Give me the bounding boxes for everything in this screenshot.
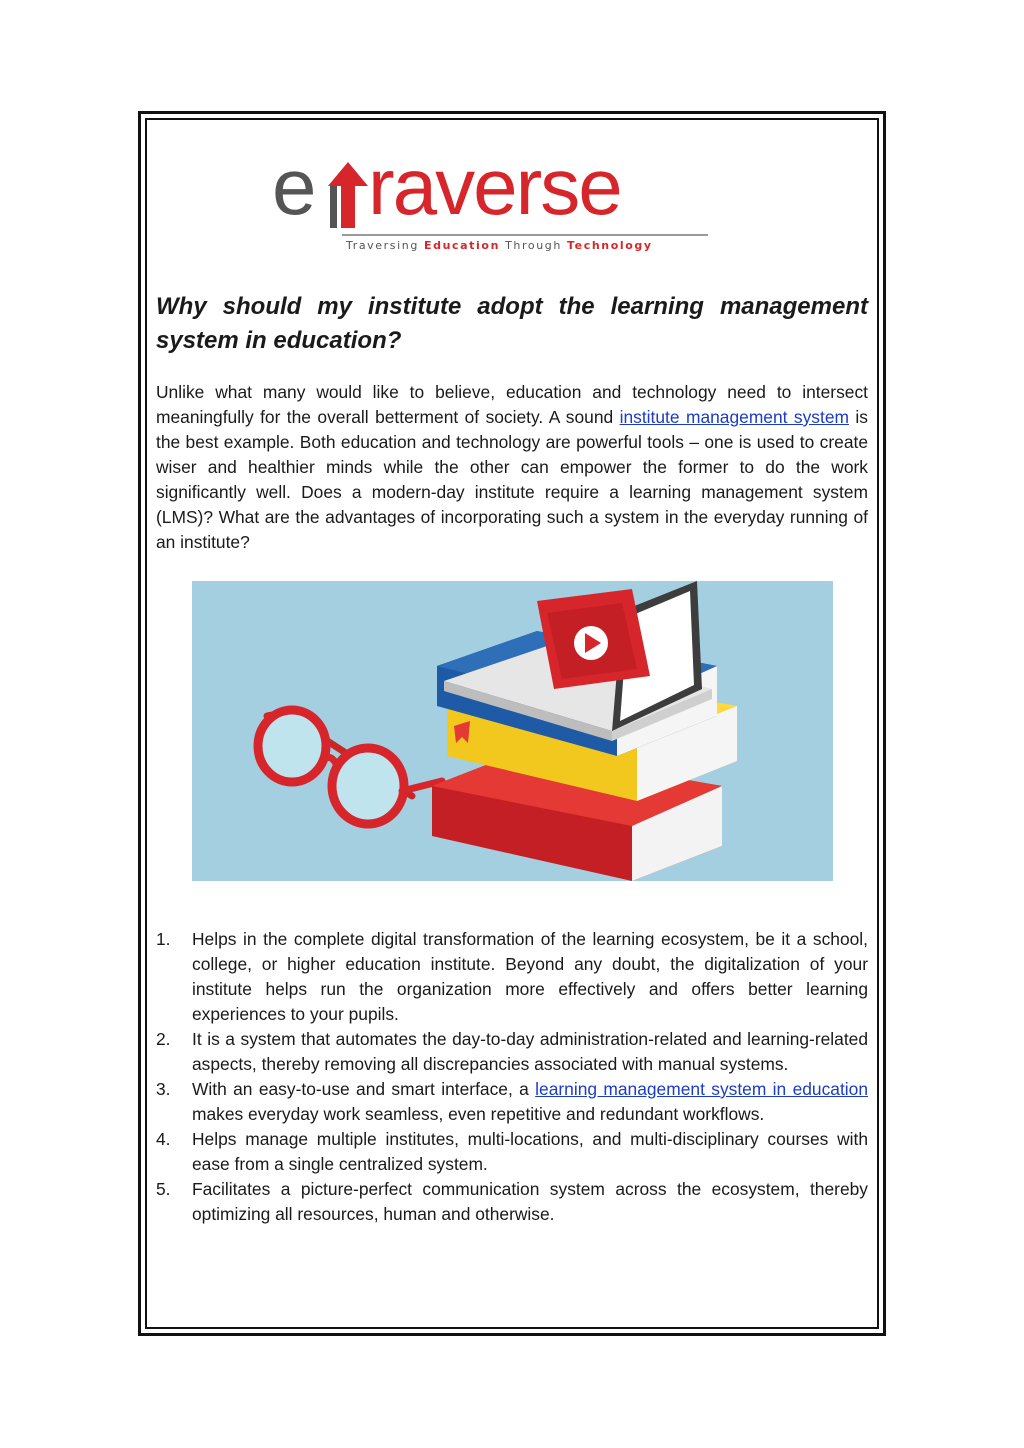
glasses-icon [258, 710, 442, 824]
tagline-part-1: Traversing [346, 239, 425, 252]
intro-text-1: Unlike what many would like to believe, education and technology need to intersect meaningfully for the overall betterment of society. A sound [156, 382, 868, 427]
list-number: 3. [156, 1079, 171, 1099]
tagline-part-4: Technology [567, 239, 653, 252]
list-item-text-pre: With an easy-to-use and smart interface, a [192, 1079, 536, 1099]
institute-management-system-link[interactable]: institute management system [619, 407, 849, 427]
list-item [156, 1177, 868, 1227]
list-item [156, 1077, 868, 1127]
list-item [156, 1127, 868, 1177]
learning-management-system-link[interactable]: learning management system in education [535, 1079, 868, 1099]
arrow-up-icon [322, 162, 374, 228]
article-heading: Why should my institute adopt the learning management system in education? [156, 293, 868, 354]
list-item-text: Helps manage multiple institutes, multi-locations, and multi-disciplinary courses with ease from a single centralized system. [192, 1129, 868, 1174]
list-item-text-post: makes everyday work seamless, even repetitive and redundant workflows. [192, 1104, 765, 1124]
list-number: 5. [156, 1179, 171, 1199]
list-item-text: Helps in the complete digital transformation of the learning ecosystem, be it a school, college, or higher education institute. Beyond any doubt, the digitalization of your institute helps run the organization more effectively and offers better learning experiences to your pupils. [192, 929, 868, 1024]
logo-tagline [346, 239, 706, 252]
intro-paragraph [156, 380, 868, 555]
logo-letters-raverse: raverse [368, 142, 621, 231]
video-play-icon [537, 589, 650, 689]
intro-text-2: is the best example. Both education and technology are powerful tools – one is used to create wiser and healthier minds while the other can empower the former to do the work significantly well. Does a modern-day institute require a learning management system (LMS)? What are the advantages of incorporating such a system in the everyday running of an institute? [156, 407, 868, 552]
etraverse-logo [272, 142, 712, 258]
lms-illustration [192, 581, 833, 881]
list-item [156, 1027, 868, 1077]
list-item-text: Facilitates a picture-perfect communication system across the ecosystem, thereby optimizing all resources, human and otherwise. [192, 1179, 868, 1224]
logo-letter-e: e [272, 142, 315, 231]
benefits-list [156, 927, 868, 1227]
list-number: 1. [156, 929, 171, 949]
illustration-canvas [192, 581, 833, 881]
list-number: 2. [156, 1029, 171, 1049]
list-item [156, 927, 868, 1027]
list-item-text: It is a system that automates the day-to-day administration-related and learning-related aspects, thereby removing all discrepancies associated with manual systems. [192, 1029, 868, 1074]
tagline-part-2: Education [424, 239, 500, 252]
tagline-part-3: Through [500, 239, 568, 252]
logo-underline [342, 234, 708, 236]
list-number: 4. [156, 1129, 171, 1149]
